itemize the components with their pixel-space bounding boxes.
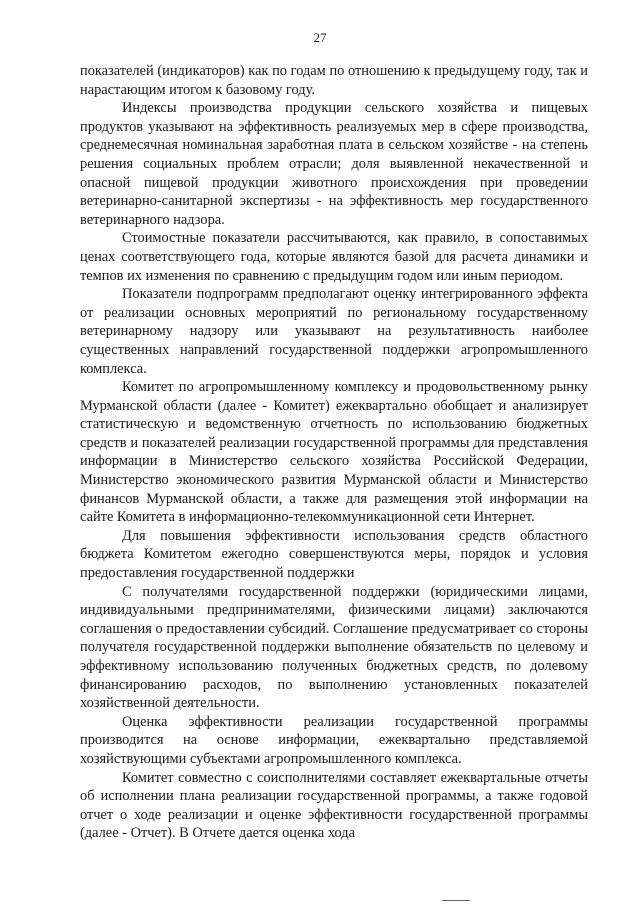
footer-mark — [442, 900, 470, 901]
paragraph-5: Комитет по агропромышленному комплексу и продовольственному рынку Мурманской области (далее - Комитет) ежеквартально обобщает и анализирует статистическую и ведомственную отчетность по использованию бюджетных средств и показателей реализации государственной программы для представления информации в Министерство сельского хозяйства Российской Федерации, Министерство экономического развития Мурманской области и Министерство финансов Мурманской области, а также для размещения этой информации на сайте Комитета в информационно-телекоммуникационной сети Интернет. — [80, 379, 588, 526]
paragraph-2: Индексы производства продукции сельского хозяйства и пищевых продуктов указывают на эффективность реализуемых мер в сфере производства, среднемесячная номинальная заработная плата в сельском хозяйстве - на степень решения социальных проблем отрасли; доля выявленной некачественной и опасной пищевой продукции животного происхождения при проведении ветеринарно-санитарной экспертизы - на эффективность мер государственного ветеринарного надзора. — [80, 100, 588, 228]
paragraph-6: Для повышения эффективности использования средств областного бюджета Комитетом ежегодно совершенствуются меры, порядок и условия предоставления государственной поддержки — [80, 527, 588, 582]
paragraph-7: С получателями государственной поддержки (юридическими лицами, индивидуальными предпринимателями, физическими лицами) заключаются соглашения о предоставлении субсидий. Соглашение предусматривает со стороны получателя государственной поддержки выполнение обязательств по целевому и эффективному использованию полученных бюджетных средств, по долевому финансированию расходов, по выполнению установленных показателей хозяйственной деятельности. — [80, 583, 588, 712]
page-number: 27 — [313, 30, 327, 45]
paragraph-4: Показатели подпрограмм предполагают оценку интегрированного эффекта от реализации основных мероприятий по региональному государственному ветеринарному надзору или указывают на результативность наиболее существенных направлений государственной поддержки агропромышленного комплекса. — [80, 286, 588, 377]
paragraph-1: показателей (индикаторов) как по годам по отношению к предыдущему году, так и нарастающим итогом к базовому году. — [80, 63, 588, 98]
paragraph-3: Стоимостные показатели рассчитываются, как правило, в сопоставимых ценах соответствующего года, которые являются базой для расчета динамики и темпов их изменения по сравнению с предыдущим годом или иным периодом. — [80, 230, 588, 284]
paragraph-9: Комитет совместно с соисполнителями составляет ежеквартальные отчеты об исполнении плана реализации государственной программы, а также годовой отчет о ходе реализации и оценке эффективности государственной программы (далее - Отчет). В Отчете дается оценка хода — [80, 769, 588, 842]
paragraph-8: Оценка эффективности реализации государственной программы производится на основе информации, ежеквартально представляемой хозяйствующими субъектами агропромышленного комплекса. — [80, 713, 588, 767]
document-body — [80, 62, 588, 843]
